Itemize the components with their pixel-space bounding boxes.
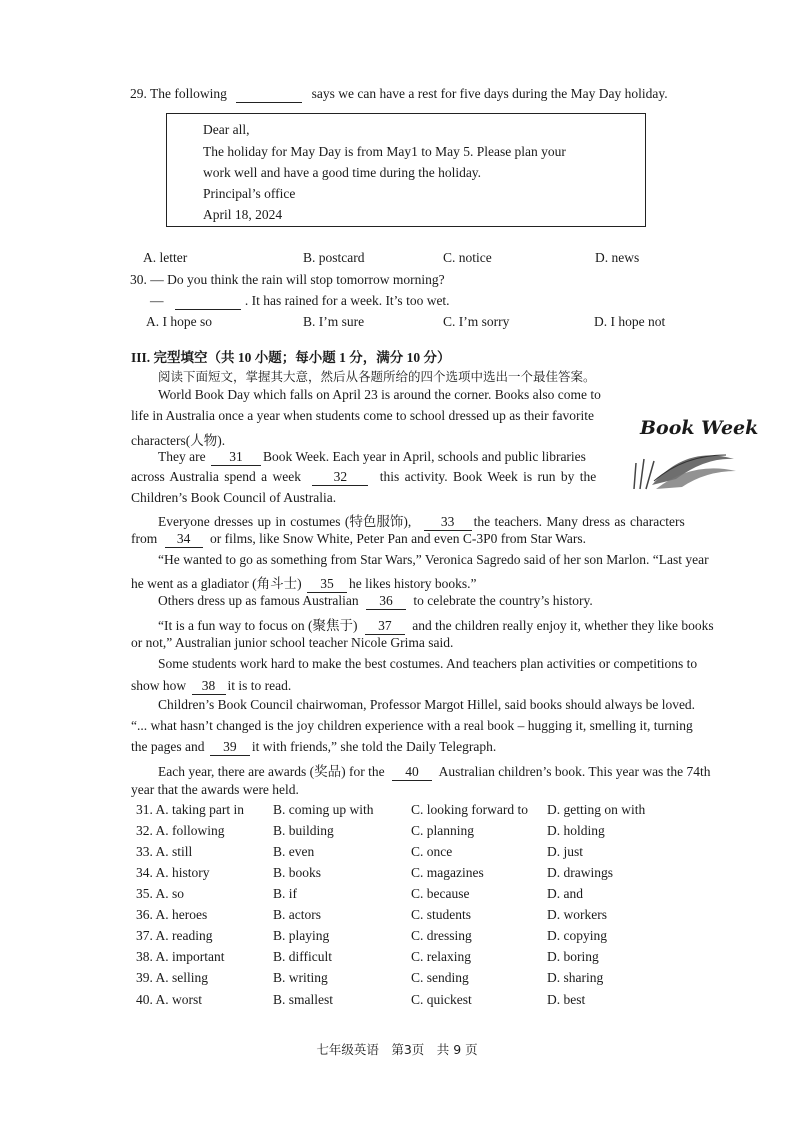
passage-text: this activity. Book Week is run by the: [379, 469, 597, 484]
q29-suffix: says we can have a rest for five days during the May Day holiday.: [311, 86, 668, 101]
answer-34-b: B. books: [273, 865, 322, 880]
q30-blank: [175, 293, 241, 310]
answer-40-c: C. quickest: [411, 992, 472, 1007]
q30-question: 30. — Do you think the rain will stop tomorrow morning?: [130, 272, 445, 287]
passage-line: Children’s Book Council chairwoman, Professor Margot Hillel, said books should always be loved.: [158, 697, 696, 712]
answer-37-b: B. playing: [273, 928, 330, 943]
q29-option-a: A. letter: [143, 250, 188, 265]
passage-line: “... what hasn’t changed is the joy children experience with a real book – hugging it, smelling it, turning: [131, 718, 693, 733]
notice-line: The holiday for May Day is from May1 to May 5. Please plan your: [203, 144, 566, 159]
q29-option-b: B. postcard: [303, 250, 365, 265]
q30-option-c: C. I’m sorry: [443, 314, 510, 329]
passage-line: [131, 739, 496, 756]
passage-line: [131, 469, 596, 486]
passage-text: it with friends,” she told the Daily Telegraph.: [251, 739, 497, 754]
answer-34-d: D. drawings: [547, 865, 613, 880]
passage-text: across Australia spend a week: [131, 469, 301, 484]
passage-line: [131, 572, 476, 593]
section-title: III. 完型填空（共 10 小题；每小题 1 分，满分 10 分）: [131, 350, 451, 365]
answer-36-d: D. workers: [547, 907, 607, 922]
blank-37: 37: [365, 618, 405, 635]
answer-32-d: D. holding: [547, 823, 605, 838]
answer-35-d: D. and: [547, 886, 583, 901]
passage-line: Children’s Book Council of Australia.: [131, 490, 337, 505]
passage-line: characters(人物).: [131, 433, 226, 448]
q29-blank: [236, 86, 302, 103]
q29-prefix: 29. The following: [130, 86, 227, 101]
answer-38-d: D. boring: [547, 949, 599, 964]
blank-38: 38: [192, 678, 226, 695]
q29-option-d: D. news: [595, 250, 640, 265]
answer-36-b: B. actors: [273, 907, 321, 922]
passage-text: Australian children’s book. This year was the 74th: [438, 764, 711, 779]
blank-31: 31: [211, 449, 261, 466]
answer-31-b: B. coming up with: [273, 802, 374, 817]
passage-text: Everyone dresses up in costumes (特色服饰),: [158, 514, 412, 529]
passage-text: show how: [131, 678, 187, 693]
answer-38-b: B. difficult: [273, 949, 332, 964]
passage-line: Some students work hard to make the best costumes. And teachers plan activities or competitions to: [158, 656, 698, 671]
blank-33: 33: [424, 514, 472, 531]
q30-option-d: D. I hope not: [594, 314, 666, 329]
passage-text: “It is a fun way to focus on (聚焦于): [158, 618, 358, 633]
answer-31-c: C. looking forward to: [411, 802, 528, 817]
passage-line: “He wanted to go as something from Star Wars,” Veronica Sagredo said of her son Marlon. “Last year: [158, 552, 709, 567]
passage-text: to celebrate the country’s history.: [413, 593, 593, 608]
answer-39-a: 39. A. selling: [136, 970, 209, 985]
passage-text: he went as a gladiator (角斗士): [131, 576, 302, 591]
book-week-label: Book Week: [640, 417, 759, 439]
answer-36-c: C. students: [411, 907, 472, 922]
blank-35: 35: [307, 576, 347, 593]
answer-37-d: D. copying: [547, 928, 607, 943]
passage-text: They are: [158, 449, 206, 464]
passage-line: [131, 678, 291, 695]
q29-option-c: C. notice: [443, 250, 492, 265]
answer-31-a: 31. A. taking part in: [136, 802, 244, 817]
passage-line: [158, 760, 711, 781]
notice-line: work well and have a good time during the holiday.: [203, 165, 482, 180]
q30-option-b: B. I’m sure: [303, 314, 365, 329]
answer-39-b: B. writing: [273, 970, 328, 985]
q30-option-a: A. I hope so: [146, 314, 212, 329]
answer-39-c: C. sending: [411, 970, 469, 985]
blank-36: 36: [366, 593, 406, 610]
question-29: [130, 86, 668, 103]
book-week-logo: [626, 415, 759, 493]
passage-line: World Book Day which falls on April 23 is around the corner. Books also come to: [158, 387, 601, 402]
passage-text: the pages and: [131, 739, 205, 754]
answer-40-a: 40. A. worst: [136, 992, 203, 1007]
answer-34-a: 34. A. history: [136, 865, 210, 880]
answer-33-b: B. even: [273, 844, 315, 859]
q30-suffix: . It has rained for a week. It’s too wet.: [244, 293, 450, 308]
q30-response: [150, 293, 450, 310]
answer-34-c: C. magazines: [411, 865, 484, 880]
answer-33-d: D. just: [547, 844, 584, 859]
answer-37-c: C. dressing: [411, 928, 472, 943]
passage-text: it is to read.: [227, 678, 292, 693]
answer-35-a: 35. A. so: [136, 886, 185, 901]
answer-33-c: C. once: [411, 844, 453, 859]
answer-35-b: B. if: [273, 886, 298, 901]
answer-32-c: C. planning: [411, 823, 474, 838]
blank-39: 39: [210, 739, 250, 756]
passage-text: he likes history books.”: [348, 576, 477, 591]
passage-line: [131, 531, 586, 548]
answer-40-d: D. best: [547, 992, 586, 1007]
passage-line: [158, 449, 586, 466]
q30-dash: —: [150, 293, 164, 308]
passage-line: life in Australia once a year when students come to school dressed up as their favorite: [131, 408, 594, 423]
passage-line: [158, 593, 593, 610]
answer-40-b: B. smallest: [273, 992, 333, 1007]
answer-38-c: C. relaxing: [411, 949, 471, 964]
answer-35-c: C. because: [411, 886, 470, 901]
section-instruction: 阅读下面短文，掌握其大意，然后从各题所给的四个选项中选出一个最佳答案。: [158, 369, 596, 384]
notice-line: April 18, 2024: [203, 207, 283, 222]
answer-36-a: 36. A. heroes: [136, 907, 208, 922]
blank-32: 32: [312, 469, 368, 486]
passage-line: year that the awards were held.: [131, 782, 299, 797]
passage-text: Others dress up as famous Australian: [158, 593, 359, 608]
passage-line: [158, 614, 714, 635]
answer-33-a: 33. A. still: [136, 844, 193, 859]
blank-40: 40: [392, 764, 432, 781]
passage-line: or not,” Australian junior school teacher Nicole Grima said.: [131, 635, 454, 650]
notice-line: Principal’s office: [203, 186, 296, 201]
passage-text: Book Week. Each year in April, schools and public libraries: [262, 449, 586, 464]
answer-37-a: 37. A. reading: [136, 928, 213, 943]
passage-text: from: [131, 531, 158, 546]
notice-box: [166, 113, 646, 227]
passage-line: [158, 510, 685, 531]
page-footer: 七年级英语 第3页 共 9 页: [316, 1042, 478, 1057]
answer-32-b: B. building: [273, 823, 334, 838]
answer-38-a: 38. A. important: [136, 949, 225, 964]
passage-text: Each year, there are awards (奖品) for the: [158, 764, 385, 779]
answer-32-a: 32. A. following: [136, 823, 225, 838]
notice-line: Dear all,: [203, 122, 250, 137]
blank-34: 34: [165, 531, 203, 548]
passage-text: or films, like Snow White, Peter Pan and even C-3P0 from Star Wars.: [210, 531, 586, 546]
passage-text: and the children really enjoy it, whether they like books: [412, 618, 714, 633]
answer-31-d: D. getting on with: [547, 802, 646, 817]
answer-39-d: D. sharing: [547, 970, 604, 985]
passage-text: the teachers. Many dress as characters: [473, 514, 685, 529]
